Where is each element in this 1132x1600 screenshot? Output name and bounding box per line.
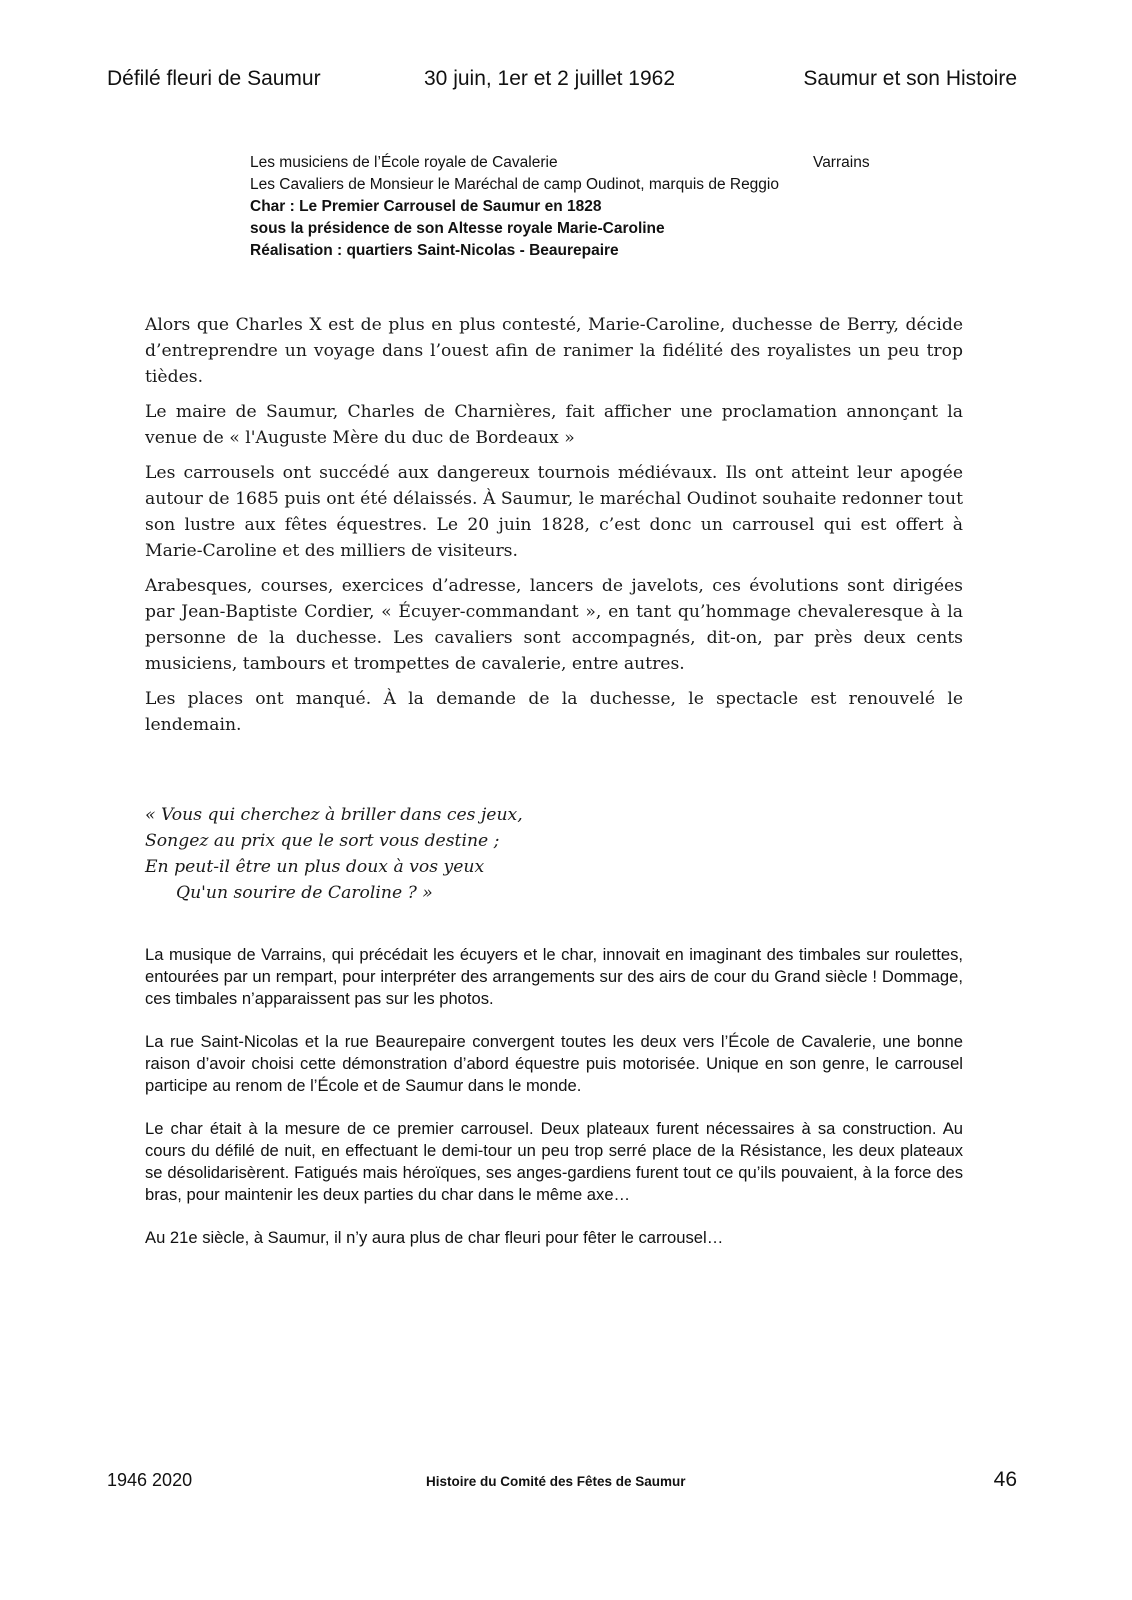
history-text bbox=[145, 312, 963, 747]
float-subtitle: sous la présidence de son Altesse royale Marie-Caroline bbox=[250, 220, 665, 237]
history-paragraph: Arabesques, courses, exercices d’adresse, lancers de javelots, ces évolutions sont dirigées par Jean-Baptiste Cordier, « Écuyer-commandant », en tant qu’hommage chevaleresque à la personne de la duchesse. Les cavaliers sont accompagnés, dit-on, par près deux cents musiciens, tambours et trompettes de cavalerie, entre autres. bbox=[145, 576, 963, 674]
credits-riders: Les Cavaliers de Monsieur le Maréchal de camp Oudinot, marquis de Reggio bbox=[250, 176, 779, 193]
header-left-title: Défilé fleuri de Saumur bbox=[107, 67, 321, 90]
poem-line: « Vous qui cherchez à briller dans ces jeux, bbox=[145, 805, 523, 825]
header-dates: 30 juin, 1er et 2 juillet 1962 bbox=[424, 67, 676, 90]
commentary-paragraph: Le char était à la mesure de ce premier carrousel. Deux plateaux furent nécessaires à sa construction. Au cours du défilé de nuit, en effectuant le demi-tour un peu trop serré place de la Résistance, les deux plateaux se désolidarisèrent. Fatigués mais héroïques, ses anges-gardiens furent tout ce qu’ils pouvaient, à la force des bras, pour maintenir les deux parties du char dans le même axe… bbox=[145, 1119, 963, 1204]
commentary-paragraph: La musique de Varrains, qui précédait les écuyers et le char, innovait en imaginant des timbales sur roulettes, entourées par un rempart, pour interpréter des arrangements sur des airs de cour du Grand siècle ! Dommage, ces timbales n’apparaissent pas sur les photos. bbox=[145, 945, 963, 1008]
header-right-title: Saumur et son Histoire bbox=[803, 67, 1017, 90]
poem-quote bbox=[145, 802, 845, 906]
commentary-paragraph: La rue Saint-Nicolas et la rue Beaurepaire convergent toutes les deux vers l’École de Cavalerie, une bonne raison d’avoir choisi cette démonstration d’abord équestre puis motorisée. Unique en son genre, le carrousel participe au renom de l’École et de Saumur dans le monde. bbox=[145, 1032, 963, 1095]
history-paragraph: Alors que Charles X est de plus en plus contesté, Marie-Caroline, duchesse de Berry, décide d’entreprendre un voyage dans l’ouest afin de ranimer la fidélité des royalistes un peu trop tièdes. bbox=[145, 315, 963, 387]
float-credits bbox=[250, 152, 900, 262]
history-paragraph: Les carrousels ont succédé aux dangereux tournois médiévaux. Ils ont atteint leur apogée autour de 1685 puis ont été délaissés. À Saumur, le maréchal Oudinot souhaite redonner tout son lustre aux fêtes équestres. Le 20 juin 1828, c’est donc un carrousel qui est offert à Marie-Caroline et des milliers de visiteurs. bbox=[145, 463, 963, 561]
float-title: Char : Le Premier Carrousel de Saumur en 1828 bbox=[250, 198, 602, 215]
credits-musicians-place: Varrains bbox=[813, 154, 870, 171]
page-number: 46 bbox=[993, 1468, 1017, 1491]
credits-musicians-line bbox=[250, 152, 900, 174]
poem-line: Qu'un sourire de Caroline ? » bbox=[176, 883, 433, 903]
history-paragraph: Les places ont manqué. À la demande de la duchesse, le spectacle est renouvelé le lendemain. bbox=[145, 689, 963, 735]
footer-years: 1946 2020 bbox=[107, 1470, 193, 1490]
footer-book-title: Histoire du Comité des Fêtes de Saumur bbox=[426, 1474, 686, 1489]
commentary-paragraph: Au 21e siècle, à Saumur, il n’y aura plus de char fleuri pour fêter le carrousel… bbox=[145, 1228, 724, 1247]
poem-line: En peut-il être un plus doux à vos yeux bbox=[145, 857, 485, 877]
history-paragraph: Le maire de Saumur, Charles de Charnières, fait afficher une proclamation annonçant la venue de « l'Auguste Mère du duc de Bordeaux » bbox=[145, 402, 963, 448]
poem-line: Songez au prix que le sort vous destine ; bbox=[145, 831, 500, 851]
commentary-text bbox=[145, 944, 963, 1270]
credits-musicians: Les musiciens de l’École royale de Cavalerie bbox=[250, 154, 558, 171]
float-realisation: Réalisation : quartiers Saint-Nicolas - Beaurepaire bbox=[250, 242, 619, 259]
